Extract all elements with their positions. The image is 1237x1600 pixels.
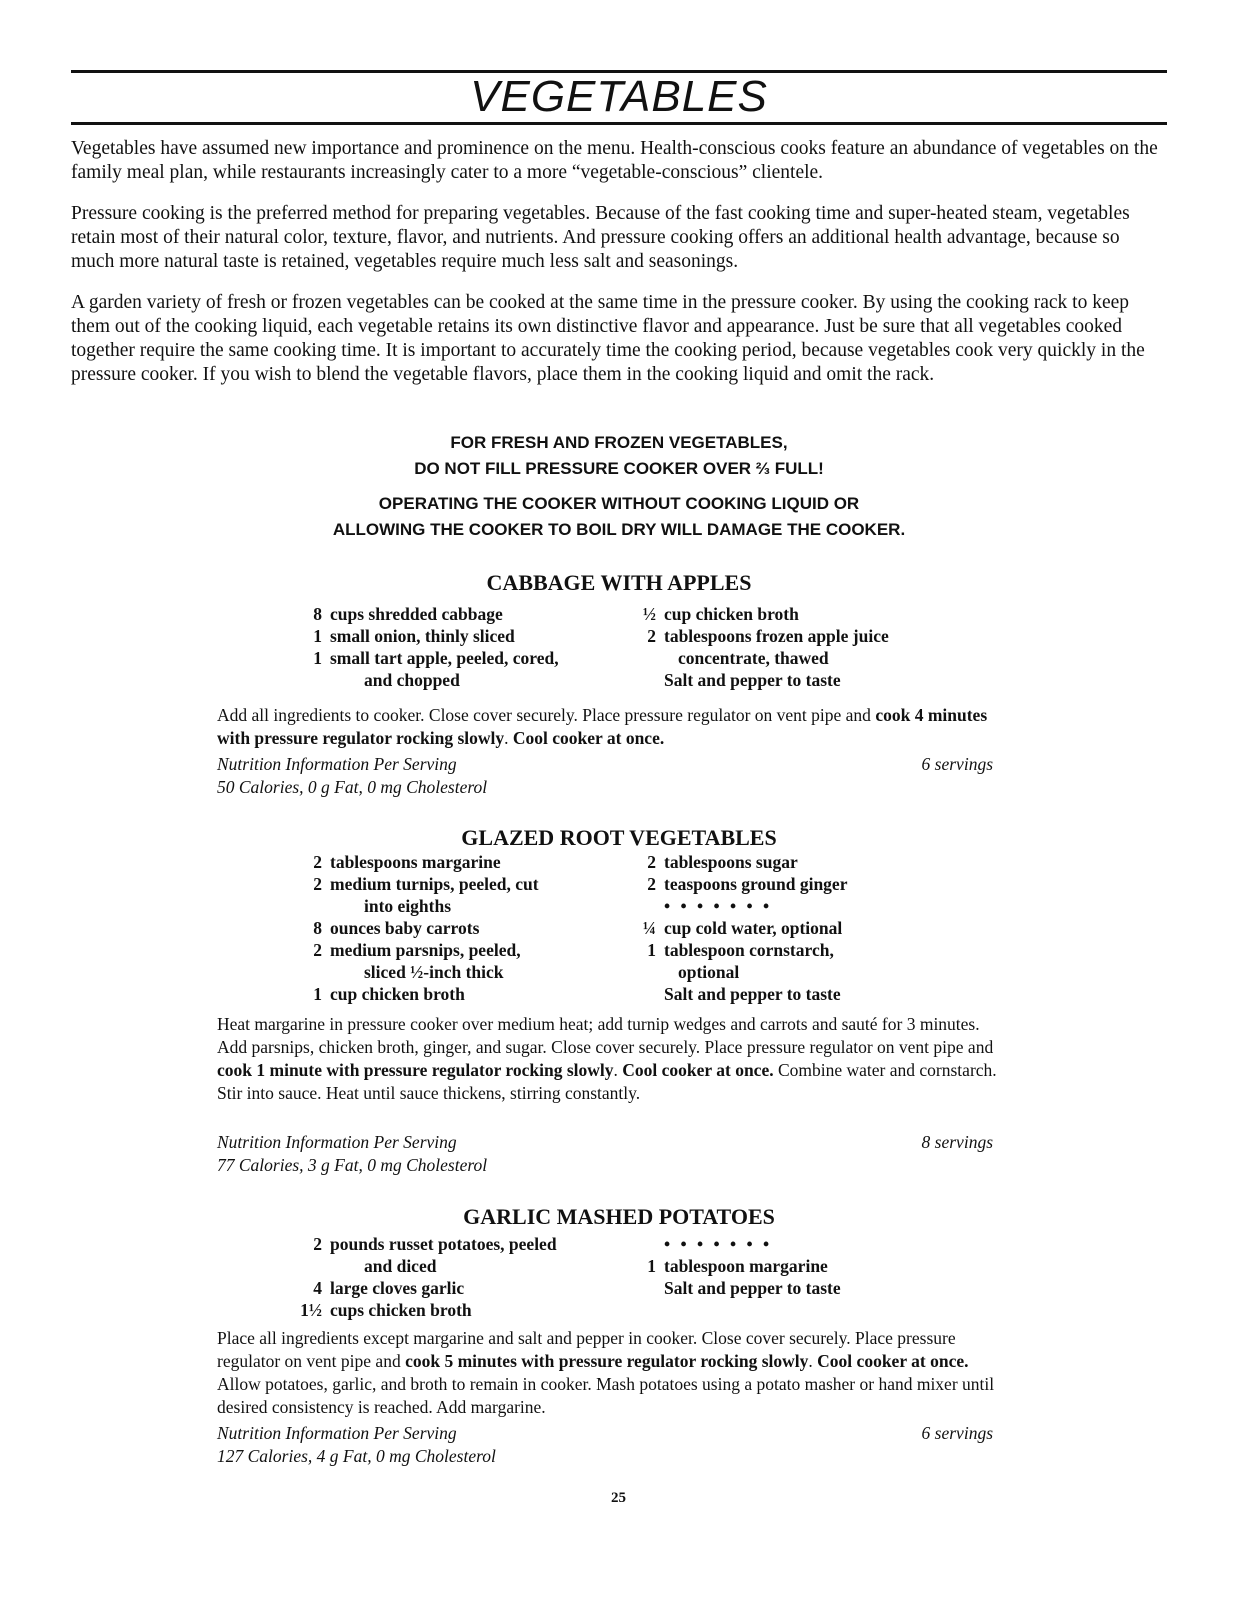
nutrition-label: Nutrition Information Per Serving xyxy=(217,1423,457,1443)
ingredient-row: 2 tablespoons sugar xyxy=(647,852,798,872)
ingredient-row: Salt and pepper to taste xyxy=(664,670,841,690)
warning-boil-dry xyxy=(71,491,1167,543)
ingredient-list-right xyxy=(634,1233,841,1299)
ingredient-row: 1 tablespoon cornstarch, xyxy=(647,940,834,960)
recipe-directions: Add all ingredients to cooker. Close cover securely. Place pressure regulator on vent pipe and cook 4 minutes with pressure regulator rocking slowly. Cool cooker at once. xyxy=(217,705,988,748)
servings: 6 servings xyxy=(921,754,993,774)
ingredient-row: 2 medium turnips, peeled, cut xyxy=(313,874,539,894)
ingredient-row: 8 ounces baby carrots xyxy=(313,918,480,938)
ingredient-row: ¼ cup cold water, optional xyxy=(642,918,843,938)
ingredient-row: sliced ½-inch thick xyxy=(364,962,504,982)
servings: 8 servings xyxy=(921,1132,993,1152)
ingredient-row: 1 cup chicken broth xyxy=(313,984,465,1004)
warning-fill-level-line-1: FOR FRESH AND FROZEN VEGETABLES, xyxy=(450,433,788,452)
ingredient-row: and chopped xyxy=(364,670,460,690)
ingredient-row: 2 tablespoons frozen apple juice xyxy=(647,626,889,646)
intro-paragraph-3: A garden variety of fresh or frozen vegetables can be cooked at the same time in the pressure cooker. By using the cooking rack to keep them out of the cooking liquid, each vegetable retains its own distinctive flavor and appearance. Just be sure that all vegetables cooked together require the same cooking time. It is important to accurately time the cooking period, because vegetables cook very quickly in the pressure cooker. If you wish to blend the vegetable flavors, place them in the cooking liquid and omit the rack. xyxy=(71,292,1145,385)
ingredient-row: 4 large cloves garlic xyxy=(313,1278,465,1298)
ingredient-row: Salt and pepper to taste xyxy=(664,984,841,1004)
ingredient-row: concentrate, thawed xyxy=(678,648,829,668)
ingredient-row: 1½ cups chicken broth xyxy=(300,1300,472,1320)
recipe-directions: Heat margarine in pressure cooker over medium heat; add turnip wedges and carrots and sauté for 3 minutes. Add parsnips, chicken broth, ginger, and sugar. Close cover securely. Place pressure regulator on vent pipe and cook 1 minute with pressure regulator rocking slowly. Cool cooker at once. Combine water and cornstarch. Stir into sauce. Heat until sauce thickens, stirring constantly. xyxy=(217,1014,997,1103)
ingredient-row: ½ cup chicken broth xyxy=(642,604,799,624)
recipe-title: GARLIC MASHED POTATOES xyxy=(463,1204,775,1229)
intro-paragraph-2: Pressure cooking is the preferred method for preparing vegetables. Because of the fast cooking time and super-heated steam, vegetables retain most of their natural color, texture, flavor, and nutrients. And pressure cooking offers an additional health advantage, because so much more natural taste is retained, vegetables require much less salt and seasonings. xyxy=(71,203,1130,272)
ingredient-row: 2 pounds russet potatoes, peeled xyxy=(313,1234,557,1254)
ingredient-row: 1 tablespoon margarine xyxy=(647,1256,828,1276)
nutrition-info xyxy=(217,753,993,799)
servings: 6 servings xyxy=(921,1423,993,1443)
ingredient-row: 2 medium parsnips, peeled, xyxy=(313,940,521,960)
warning-fill-level-line-2: DO NOT FILL PRESSURE COOKER OVER ⅔ FULL! xyxy=(414,459,824,478)
warning-fill-level xyxy=(71,430,1167,482)
nutrition-label: Nutrition Information Per Serving xyxy=(217,1132,457,1152)
ingredient-row: optional xyxy=(678,962,740,982)
ingredient-list-left xyxy=(290,1233,557,1321)
nutrition-values: 50 Calories, 0 g Fat, 0 mg Cholesterol xyxy=(217,777,488,797)
warning-boil-dry-line-2: ALLOWING THE COOKER TO BOIL DRY WILL DAMAGE THE COOKER. xyxy=(332,520,906,539)
ingredient-separator: • • • • • • • xyxy=(664,896,773,916)
intro-paragraph-1: Vegetables have assumed new importance and prominence on the menu. Health-conscious cooks feature an abundance of vegetables on the family meal plan, while restaurants increasingly cater to a more “vegetable-conscious” clientele. xyxy=(71,138,1158,183)
ingredient-row: 1 small tart apple, peeled, cored, xyxy=(313,648,559,668)
nutrition-info xyxy=(217,1422,993,1468)
recipe-title: GLAZED ROOT VEGETABLES xyxy=(461,825,777,850)
ingredient-row: 8 cups shredded cabbage xyxy=(313,604,503,624)
ingredient-row: and diced xyxy=(364,1256,437,1276)
nutrition-label: Nutrition Information Per Serving xyxy=(217,754,457,774)
nutrition-info xyxy=(217,1131,993,1177)
page-title: VEGETABLES xyxy=(470,72,768,121)
ingredient-list-left xyxy=(300,603,559,691)
title-bottom-rule xyxy=(71,122,1167,125)
recipe-title: CABBAGE WITH APPLES xyxy=(486,570,752,595)
ingredient-list-right xyxy=(634,603,889,691)
ingredient-row: 1 small onion, thinly sliced xyxy=(313,626,515,646)
ingredient-separator: • • • • • • • xyxy=(664,1234,773,1254)
recipe-directions: Place all ingredients except margarine and salt and pepper in cooker. Close cover securely. Place pressure regulator on vent pipe and cook 5 minutes with pressure regulator rocking slowly. Cool cooker at once. Allow potatoes, garlic, and broth to remain in cooker. Mash potatoes using a potato masher or hand mixer until desired consistency is reached. Add margarine. xyxy=(217,1328,995,1417)
nutrition-values: 77 Calories, 3 g Fat, 0 mg Cholesterol xyxy=(217,1155,488,1175)
nutrition-values: 127 Calories, 4 g Fat, 0 mg Cholesterol xyxy=(217,1446,496,1466)
page-number: 25 xyxy=(611,1490,626,1506)
ingredient-list-right xyxy=(634,851,847,1005)
ingredient-row: 2 teaspoons ground ginger xyxy=(647,874,848,894)
ingredient-row: Salt and pepper to taste xyxy=(664,1278,841,1298)
ingredient-row: 2 tablespoons margarine xyxy=(313,852,501,872)
ingredient-row: into eighths xyxy=(364,896,452,916)
ingredient-list-left xyxy=(300,851,539,1005)
warning-boil-dry-line-1: OPERATING THE COOKER WITHOUT COOKING LIQUID OR xyxy=(378,494,860,513)
